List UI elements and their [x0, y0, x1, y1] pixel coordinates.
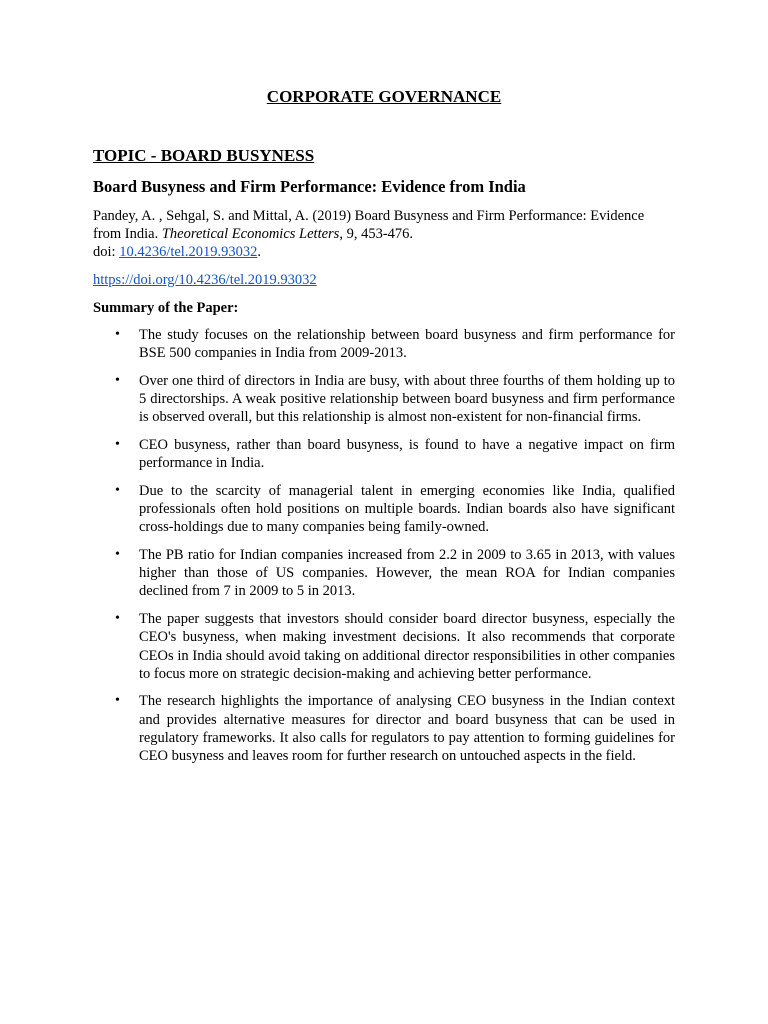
bullet-text: Over one third of directors in India are busy, with about three fourths of them holding up to 5 directorships. A weak positive relationship between board busyness and firm performance is observed overall, but this relationship is almost non-existent for non-financial firms. [139, 372, 675, 426]
citation-authors: Pandey, A. , Sehgal, S. and Mittal, A. (2019) Board Busyness and Firm Performance: Evidence from India. [93, 208, 645, 242]
list-item [93, 436, 675, 472]
bullet-icon: • [115, 437, 120, 453]
citation [93, 207, 675, 261]
bullet-text: The PB ratio for Indian companies increased from 2.2 in 2009 to 3.65 in 2013, with values higher than those of US companies. However, the mean ROA for Indian companies declined from 7 in 2009 to 5 in 2013. [139, 547, 675, 600]
bullet-icon: • [115, 327, 120, 342]
bullet-icon: • [115, 547, 120, 563]
bullet-text: Due to the scarcity of managerial talent in emerging economies like India, qualified professionals often hold positions on multiple boards. Indian boards also have significant cross-holdings due to many companies being family-owned. [139, 482, 675, 536]
paper-title: Board Busyness and Firm Performance: Evidence from India [93, 177, 526, 196]
list-item [93, 372, 675, 427]
bullet-text: The research highlights the importance of analysing CEO busyness in the Indian context and provides alternative measures for director and board busyness that can be used in regulatory frameworks. It also calls for regulators to pay attention to forming guidelines for CEO busyness and leaves room for further research on untouched aspects in the field. [139, 693, 675, 765]
bullet-text: The study focuses on the relationship between board busyness and firm performance for BSE 500 companies in India from 2009-2013. [139, 327, 675, 362]
bullet-icon: • [115, 482, 120, 498]
list-item [93, 692, 675, 765]
citation-journal: Theoretical Economics Letters [161, 226, 340, 242]
citation-volume-pages: , 9, 453-476. [339, 226, 414, 242]
summary-bullet-list [93, 326, 675, 775]
topic-heading: TOPIC - BOARD BUSYNESS [93, 146, 315, 165]
list-item [93, 326, 675, 362]
bullet-text: The paper suggests that investors should consider board director busyness, especially the CEO's busyness, when making investment decisions. It also recommends that corporate CEOs in India should avoid taking on additional director responsibilities in other companies to focus more on strategic decision-making and achieving better performance. [139, 611, 675, 682]
doi-url-link[interactable]: https://doi.org/10.4236/tel.2019.93032 [93, 272, 317, 288]
doi-link[interactable]: 10.4236/tel.2019.93032 [119, 244, 258, 260]
list-item [93, 546, 675, 601]
summary-heading: Summary of the Paper: [93, 300, 239, 316]
url-line [93, 271, 317, 289]
bullet-icon: • [115, 693, 120, 709]
citation-doi-label: doi: [93, 244, 120, 260]
bullet-text: CEO busyness, rather than board busyness, is found to have a negative impact on firm performance in India. [139, 437, 675, 472]
bullet-icon: • [115, 611, 120, 627]
document-title: CORPORATE GOVERNANCE [266, 87, 502, 106]
bullet-icon: • [115, 372, 120, 388]
list-item [93, 610, 675, 683]
citation-doi-suffix: . [257, 244, 261, 260]
list-item [93, 482, 675, 537]
